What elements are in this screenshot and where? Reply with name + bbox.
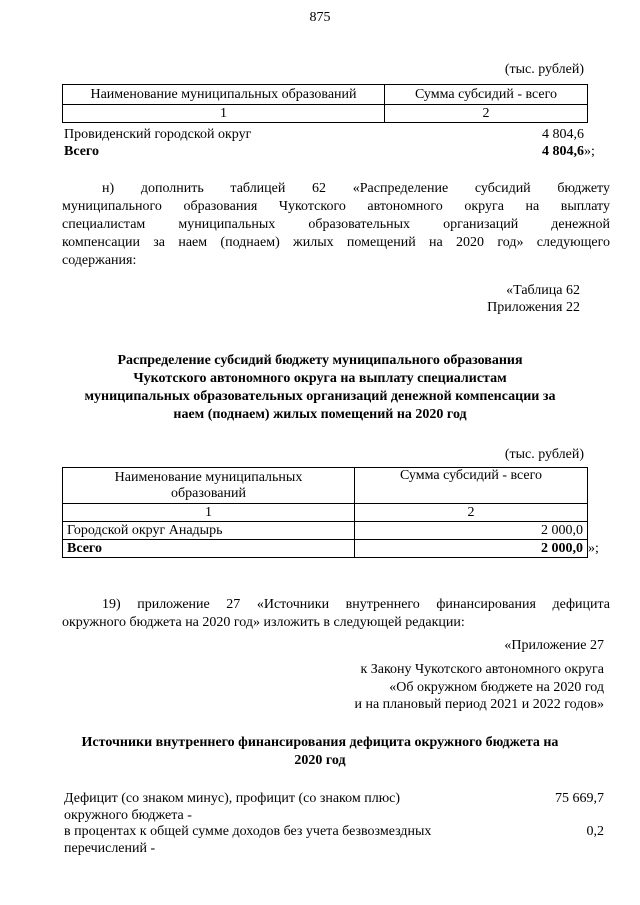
sources-row-label-line1: в процентах к общей сумме доходов без учета безвозмездных <box>64 824 432 839</box>
appendix-ref-line3: «Об окружном бюджете на 2020 год <box>389 680 604 695</box>
table2 <box>62 467 588 558</box>
table1-unit: (тыс. рублей) <box>504 62 584 77</box>
paragraph-19-line: окружного бюджета на 2020 год» изложить в следующей редакции: <box>62 615 465 630</box>
sources-title <box>0 734 640 770</box>
table2-unit: (тыс. рублей) <box>504 447 584 462</box>
table2-title-line: наем (поднаем) жилых помещений на 2020 год <box>173 407 467 422</box>
sources-row-label-line2: окружного бюджета - <box>64 808 192 823</box>
table2-title-line: Распределение субсидий бюджету муниципального образования <box>117 353 523 368</box>
paragraph-n-line: компенсации за наем (поднаем) жилых помещений на 2020 год» следующего <box>62 235 610 250</box>
table2-row-name: Городской округ Анадырь <box>63 522 355 540</box>
paragraph-19-line: 19) приложение 27 «Источники внутреннего финансирования дефицита <box>102 597 610 612</box>
table1-total-value: 4 804,6 <box>542 144 584 159</box>
table2-title-line: Чукотского автономного округа на выплату специалистам <box>133 371 507 386</box>
sources-row-value: 75 669,7 <box>555 791 604 806</box>
table1-col1-header: Наименование муниципальных образований <box>63 85 385 105</box>
sources-title-line: 2020 год <box>294 753 346 768</box>
table2-total-value: 2 000,0 <box>355 540 588 558</box>
sources-row-value: 0,2 <box>586 824 604 839</box>
table2-col1-header-line1: Наименование муниципальных <box>114 469 303 485</box>
table1-col1-num: 1 <box>63 105 385 123</box>
table1-total-suffix: »; <box>584 144 595 159</box>
paragraph-n-line: н) дополнить таблицей 62 «Распределение субсидий бюджету <box>102 181 610 196</box>
table62-ref-line2: Приложения 22 <box>487 300 580 315</box>
paragraph-n-line: содержания: <box>62 253 137 268</box>
table2-col2-num: 2 <box>355 504 588 522</box>
paragraph-n <box>62 180 610 270</box>
table1-row-value: 4 804,6 <box>542 127 584 142</box>
appendix-ref-line1: «Приложение 27 <box>504 638 604 653</box>
table1-col2-header: Сумма субсидий - всего <box>385 85 588 105</box>
sources-row-label-line2: перечислений - <box>64 841 156 856</box>
table2-col2-header: Сумма субсидий - всего <box>355 468 588 504</box>
paragraph-n-line: муниципального образования Чукотского автономного округа на выплату <box>62 199 610 214</box>
table2-row-value: 2 000,0 <box>355 522 588 540</box>
table1 <box>62 84 588 123</box>
table1-total-label: Всего <box>64 144 99 159</box>
table2-total-label: Всего <box>63 540 355 558</box>
page-number: 875 <box>309 10 331 25</box>
table1-col2-num: 2 <box>385 105 588 123</box>
table2-title <box>0 352 640 424</box>
sources-title-line: Источники внутреннего финансирования дефицита окружного бюджета на <box>81 735 559 750</box>
table2-col1-num: 1 <box>63 504 355 522</box>
appendix-ref-line2: к Закону Чукотского автономного округа <box>360 662 604 677</box>
table1-row-name: Провиденский городской округ <box>64 127 252 142</box>
table2-col1-header-line2: образований <box>171 485 246 501</box>
sources-row-label-line1: Дефицит (со знаком минус), профицит (со знаком плюс) <box>64 791 401 806</box>
table2-col1-header <box>63 468 355 504</box>
paragraph-19 <box>62 596 610 632</box>
table2-total-suffix: »; <box>588 541 599 556</box>
table2-title-line: муниципальных образовательных организаций денежной компенсации за <box>84 389 556 404</box>
table62-ref-line1: «Таблица 62 <box>506 283 580 298</box>
paragraph-n-line: специалистам муниципальных образовательных организаций денежной <box>62 217 610 232</box>
appendix-ref-line4: и на плановый период 2021 и 2022 годов» <box>354 697 604 712</box>
